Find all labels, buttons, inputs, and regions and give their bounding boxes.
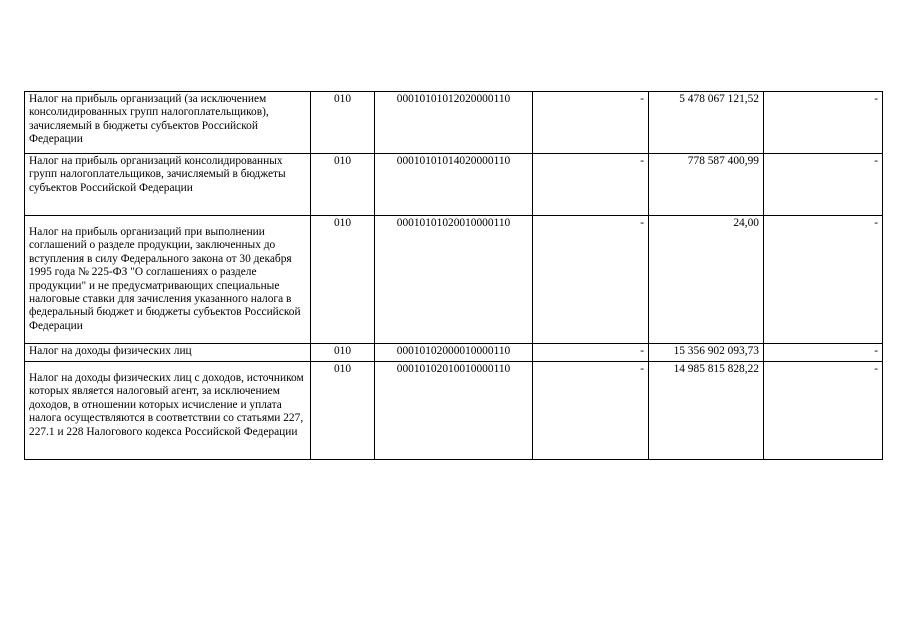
table-row [25,362,883,460]
unexecuted-amount-cell: - [764,362,883,460]
tax-name-cell: Налог на прибыль организаций при выполнении соглашений о разделе продукции, заключенных до вступления в силу Федерального закона от 30 декабря 1995 года № 225-ФЗ "О соглашениях о разделе продукции" и не предусматривающих специальные налоговые ставки для зачисления указанного налога в федеральный бюджет и бюджеты субъектов Российской Федерации [25,216,311,344]
table-row [25,92,883,154]
kbk-code-cell: 00010102010010000110 [375,362,533,460]
line-code-cell: 010 [311,216,375,344]
line-code-cell: 010 [311,154,375,216]
table-row [25,154,883,216]
approved-amount-cell: - [533,216,649,344]
approved-amount-cell: - [533,344,649,362]
unexecuted-amount-cell: - [764,92,883,154]
line-code-cell: 010 [311,344,375,362]
tax-name-cell: Налог на прибыль организаций (за исключением консолидированных групп налогоплательщиков), зачисляемый в бюджеты субъектов Российской Федерации [25,92,311,154]
tax-name-cell: Налог на прибыль организаций консолидированных групп налогоплательщиков, зачисляемый в бюджеты субъектов Российской Федерации [25,154,311,216]
unexecuted-amount-cell: - [764,344,883,362]
unexecuted-amount-cell: - [764,154,883,216]
kbk-code-cell: 00010101012020000110 [375,92,533,154]
executed-amount-cell: 24,00 [649,216,764,344]
executed-amount-cell: 5 478 067 121,52 [649,92,764,154]
approved-amount-cell: - [533,92,649,154]
executed-amount-cell: 15 356 902 093,73 [649,344,764,362]
tax-name-cell: Налог на доходы физических лиц [25,344,311,362]
line-code-cell: 010 [311,92,375,154]
line-code-cell: 010 [311,362,375,460]
table-row [25,216,883,344]
executed-amount-cell: 778 587 400,99 [649,154,764,216]
approved-amount-cell: - [533,154,649,216]
kbk-code-cell: 00010102000010000110 [375,344,533,362]
approved-amount-cell: - [533,362,649,460]
income-report-table [24,91,883,460]
kbk-code-cell: 00010101014020000110 [375,154,533,216]
kbk-code-cell: 00010101020010000110 [375,216,533,344]
table-row [25,344,883,362]
executed-amount-cell: 14 985 815 828,22 [649,362,764,460]
tax-name-cell: Налог на доходы физических лиц с доходов, источником которых является налоговый агент, за исключением доходов, в отношении которых исчисление и уплата налога осуществляются в соответствии со статьями 227, 227.1 и 228 Налогового кодекса Российской Федерации [25,362,311,460]
unexecuted-amount-cell: - [764,216,883,344]
